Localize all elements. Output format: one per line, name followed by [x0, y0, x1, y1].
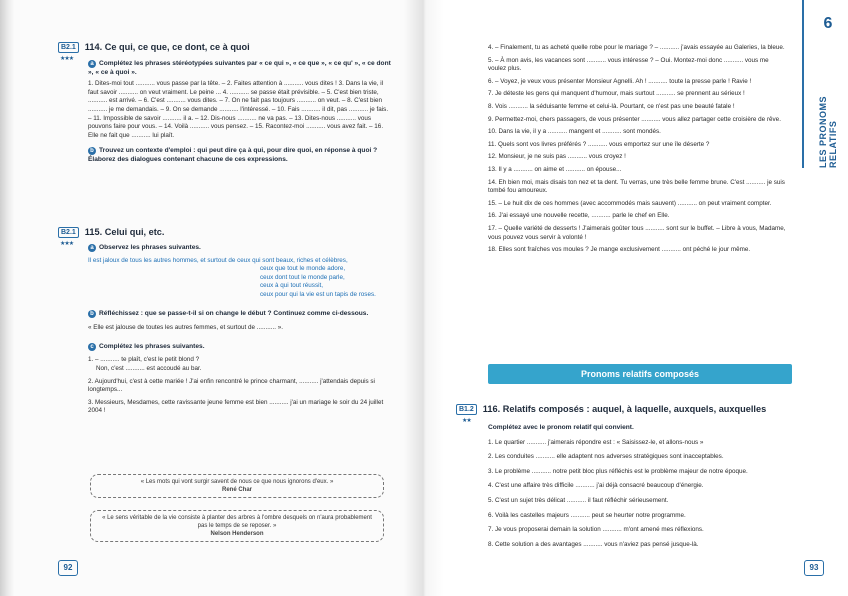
page-edge — [0, 0, 14, 596]
list-item: 11. Quels sont vos livres préférés ? ........... vous emportez sur une île déserte ? — [488, 140, 710, 148]
list-item: 3. Le problème ........... notre petit bloc plus réfléchis est le problème majeur de notre époque. — [488, 467, 748, 475]
exercise-114-body — [88, 60, 392, 165]
quote-text: « Le sens véritable de la vie consiste à planter des arbres à l'ombre desquels on n'aura probablement pas le temps de se reposer. » — [102, 515, 372, 529]
quote-author: Nelson Henderson — [210, 531, 264, 537]
badge-a: a — [88, 60, 96, 68]
list-item: 2. Aujourd'hui, c'est à cette mariée ! J'ai enfin rencontré le prince charmant, ........... j'attendais depuis si longtemps... — [88, 377, 375, 394]
list-item: 2. Les conduites ........... elle adaptent nos adverses stratégiques sont inacceptables. — [488, 453, 724, 461]
page-number: 93 — [804, 560, 824, 576]
instruction-a: a Observez les phrases suivantes. — [88, 244, 394, 253]
instruction-b: b Réfléchissez : que se passe-t-il si on change le début ? Continuez comme ci-dessous. — [88, 310, 394, 319]
instruction-a: a Complétez les phrases stéréotypées suivantes par « ce qui », « ce que », « ce qu' », « ce dont », « ce à quoi ». — [88, 60, 391, 76]
chapter-tab — [802, 0, 848, 168]
badge-c: c — [88, 343, 96, 351]
badge-b: b — [88, 310, 96, 318]
chapter-number: 6 — [823, 15, 833, 32]
exercise-114-header — [58, 42, 250, 53]
page-number: 92 — [58, 560, 78, 576]
level-badge: B2.1 — [58, 227, 79, 238]
difficulty-stars: ★★★ — [60, 56, 74, 62]
list-item: 8. Vois ........... la séduisante femme et celui-là. Pourtant, ce n'est pas une beauté fatale ! — [488, 102, 735, 110]
list-item: 7. Je vous proposerai demain la solution ........... m'ont amené mes réflexions. — [488, 526, 704, 534]
list-item: 16. J'ai essayé une nouvelle recette, ........... parle le chef en Elle. — [488, 212, 670, 220]
exercise-116-header — [456, 404, 766, 415]
level-badge: B2.1 — [58, 42, 79, 53]
list-item: 18. Elles sont fraîches vos moules ? Je mange exclusivement ........... ont péché le jour même. — [488, 246, 751, 254]
example-line: Il est jaloux de tous les autres hommes, et surtout de ceux qui sont beaux, riches et célèbres, — [88, 256, 348, 264]
list-item: 8. Cette solution a des avantages ........... vous n'aviez pas pensé jusque-là. — [488, 540, 699, 548]
list-item: 17. – Quelle variété de desserts ! J'aimerais goûter tous ........... sont sur le buffet. – Libre à vous, Madame, vous pouvez vous servir à volonté ! — [488, 224, 786, 241]
badge-a: a — [88, 244, 96, 252]
quote-box — [90, 510, 384, 542]
exercise-115-body — [88, 244, 394, 416]
exercise-title: 115. Celui qui, etc. — [84, 227, 165, 237]
instruction-c: c Complétez les phrases suivantes. — [88, 343, 394, 352]
list-item: 1. – ........... te plaît, c'est le petit blond ? — [88, 356, 200, 364]
list-item: 14. Eh bien moi, mais disais ton nez et ta dent. Tu verras, une très belle femme brune. C'est ........... je suis tombé fou amoureux. — [488, 178, 785, 195]
example-line: ceux dont tout le monde parle, — [260, 273, 345, 281]
list-item: 15. – Le huit dix de ces hommes (avec accommodés mais sauvent) ........... on peut vraiment compter. — [488, 199, 772, 207]
level-badge: B1.2 — [456, 404, 477, 415]
exercise-114-text: 1. Dites-moi tout ........... vous passe par la tête. – 2. Faites attention à ........... vous dites ! 3. Dans la vie, il faut savoir ........... on veut vraiment. Le peine ... 4. ........... se passe était prévisible. – 5. C'est bien triste, ........... est arrivé. – 6. C'est ........... vous dites. – 7. On ne fait pas toujours ........... on veut. – 8. C'est bien ........... je me demandais. – 9. On se demande ........... l'intéressé. – 10. Fais ........... il dit, pas ........... je fais. – 11. Impossible de savoir ........... il a. – 12. Dis-nous ........... ne va pas. – 13. Dites-nous ........... vous pouvons faire pour vous. – 14. Voilà ........... vous pensez. – 15. Racontez-moi ........... vous avez fait. – 16. Elle ne fait que ........... lui plaît. — [88, 80, 389, 139]
quote-text: « Les mots qui vont surgir savent de nous ce que nous ignorons d'eux. » — [140, 479, 334, 485]
exercise-115-header — [58, 227, 164, 238]
list-item: 6. – Voyez, je veux vous présenter Monsieur Agnelli. Ah ! ........... toute la presse parle ! Ravie ! — [488, 77, 752, 85]
instruction: Complétez avec le pronom relatif qui convient. — [488, 424, 634, 431]
quote-box — [90, 474, 384, 498]
exercise-115-continued — [488, 44, 788, 255]
difficulty-stars: ★★ — [462, 418, 471, 424]
list-item: 6. Voilà les castelles majeurs ........... peut se heurter notre programme. — [488, 511, 686, 519]
example-line: ceux à qui tout réussit, — [260, 282, 324, 290]
exercise-116-body — [488, 424, 794, 549]
book-gutter — [404, 0, 444, 596]
example-line: ceux que tout le monde adore, — [260, 265, 346, 273]
exercise-title: 114. Ce qui, ce que, ce dont, ce à quoi — [84, 42, 250, 52]
list-item: 3. Messieurs, Mesdames, cette ravissante jeune femme est bien ........... j'ai un mariage le soir du 24 juillet 2004 ! — [88, 398, 384, 415]
example-line: ceux pour qui la vie est un tapis de roses. — [260, 290, 376, 298]
instruction-b: b Trouvez un contexte d'emploi : qui peut dire ça à qui, pour dire quoi, en réponse à quoi ? Élaborez des dialogues contenant chacune de ces expressions. — [88, 147, 378, 163]
badge-b: b — [88, 147, 96, 155]
quote-author: René Char — [221, 487, 252, 493]
list-item: 9. Permettez-moi, chers passagers, de vous présenter ........... vous allez partager cette croisière de rêve. — [488, 115, 781, 123]
list-item: 5. C'est un sujet très délicat ........... il faut réfléchir sérieusement. — [488, 496, 669, 504]
right-page — [424, 0, 848, 596]
list-item: Non, c'est ........... est accoudé au bar. — [96, 364, 202, 372]
list-item: 4. – Finalement, tu as acheté quelle robe pour le mariage ? – ........... j'avais essayée au Galeries, la bleue. — [488, 44, 785, 51]
difficulty-stars: ★★★ — [60, 241, 74, 247]
list-item: 4. C'est une affaire très difficile ........... j'ai déjà consacré beaucoup d'énergie. — [488, 482, 704, 490]
section-banner: Pronoms relatifs composés — [488, 364, 792, 384]
list-item: 10. Dans la vie, il y a ........... mangent et ........... sont mondés. — [488, 128, 661, 136]
exercise-115-b-text: « Elle est jalouse de toutes les autres femmes, et surtout de ........... ». — [88, 324, 283, 332]
list-item: 13. Il y a ........... on aime et ........... on épouse... — [488, 165, 622, 173]
chapter-title: LES PRONOMS RELATIFS — [818, 95, 838, 168]
list-item: 7. Je déteste les gens qui manquent d'humour, mais surtout ........... se prennent au sérieux ! — [488, 90, 745, 98]
list-item: 5. – À mon avis, les vacances sont ........... vous intéresse ? – Oui. Montez-moi donc ........... vous me voulez plus. — [488, 56, 769, 73]
list-item: 12. Monsieur, je ne suis pas ........... vous croyez ! — [488, 153, 626, 161]
list-item: 1. Le quartier ........... j'aimerais répondre est : « Saisissez-le, et allons-nous » — [488, 438, 704, 446]
exercise-title: 116. Relatifs composés : auquel, à laquelle, auxquels, auxquelles — [482, 404, 767, 414]
